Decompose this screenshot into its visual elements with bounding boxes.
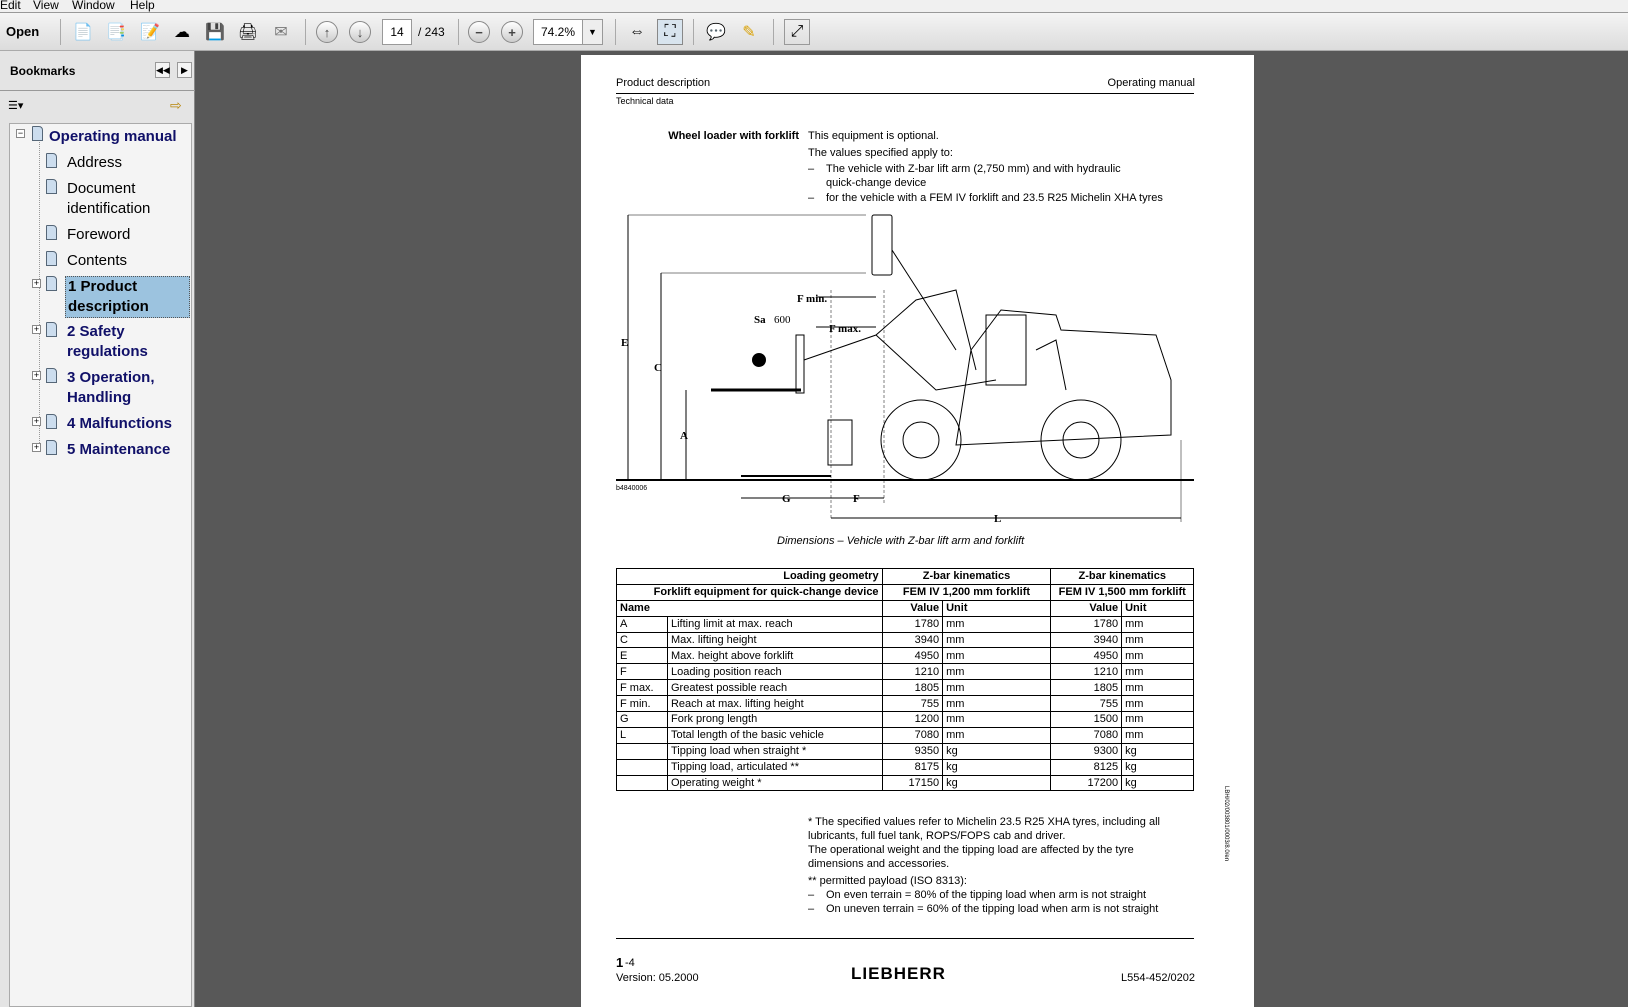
table-cell: 7080 [1051,727,1122,743]
header-cell: FEM IV 1,200 mm forklift [882,584,1051,600]
table-cell: F [617,664,668,680]
table-header-row [617,569,1194,585]
table-row [617,775,1194,791]
table-cell: 9300 [1051,743,1122,759]
center-of-gravity-icon [752,353,766,367]
page-total: / 243 [418,25,445,39]
side-code: LBH/02/003801/0003/8.0/en [1223,786,1229,862]
table-cell: 1210 [1051,664,1122,680]
label-f: F [853,493,860,505]
table-cell: A [617,616,668,632]
table-cell: mm [1122,664,1194,680]
label-a: A [680,430,688,442]
table-cell: 1200 [882,712,943,728]
liebherr-logo: LIEBHERR [851,964,946,983]
table-cell: 17150 [882,775,943,791]
table-cell: 1805 [882,680,943,696]
table-cell: C [617,632,668,648]
table-cell: 4950 [882,648,943,664]
expand-icon[interactable]: + [33,324,40,334]
label-fmax: F max. [829,323,861,335]
table-row [617,664,1194,680]
table-cell: mm [943,632,1051,648]
open-button[interactable]: Open [6,24,40,39]
figure-caption: Dimensions – Vehicle with Z-bar lift arm and forklift [777,535,1025,547]
table-cell: mm [1122,616,1194,632]
footer-version: Version: 05.2000 [616,972,699,984]
bookmark-address[interactable]: Address [67,154,123,171]
bookmark-operating-manual[interactable]: Operating manual [49,128,177,145]
intro-text: This equipment is optional. [808,130,939,142]
arrow-down-icon: ↓ [349,21,371,43]
footnote-line: On even terrain = 80% of the tipping load when arm is not straight [826,889,1147,901]
table-cell: mm [943,664,1051,680]
bullet-text: quick-change device [826,177,927,189]
table-cell: kg [1122,743,1194,759]
menu-view[interactable]: View [33,0,59,12]
combine-files-icon[interactable]: 📑 [106,24,126,41]
table-cell: Lifting limit at max. reach [667,616,882,632]
bullet-text: The vehicle with Z-bar lift arm (2,750 mm) and with hydraulic [826,163,1121,175]
table-cell: 8125 [1051,759,1122,775]
table-row [617,648,1194,664]
footnote-line: ** permitted payload (ISO 8313): [808,875,967,887]
table-cell: 9350 [882,743,943,759]
zoom-dropdown[interactable]: ▼ [582,19,603,45]
menu-bar [0,0,1628,13]
expand-icon[interactable]: + [33,278,40,288]
table-cell: L [617,727,668,743]
section-title: Wheel loader with forklift [668,130,799,142]
panel-menu-button[interactable]: ▶ [177,62,192,78]
table-cell: 1780 [882,616,943,632]
table-cell: 4950 [1051,648,1122,664]
table-cell: 7080 [882,727,943,743]
table-cell: 755 [1051,696,1122,712]
table-cell: kg [943,775,1051,791]
bookmark-icon [46,414,57,429]
table-cell: 8175 [882,759,943,775]
table-cell: 1805 [1051,680,1122,696]
bookmark-icon [46,368,57,383]
bookmark-contents[interactable]: Contents [67,252,128,269]
label-l: L [994,513,1002,525]
table-cell: G [617,712,668,728]
bullet-dash: – [808,903,815,915]
bookmark-icon [46,251,57,266]
table-cell: mm [1122,632,1194,648]
comment-icon[interactable]: 💬 [706,24,726,41]
footer-code: L554-452/0202 [1120,972,1195,984]
zoom-input[interactable]: 74.2% [533,19,603,45]
intro-text: The values specified apply to: [808,147,953,159]
expand-icon[interactable]: ⤢ [784,19,810,45]
bullet-dash: – [808,163,815,175]
table-cell: 1780 [1051,616,1122,632]
footnote-line: On uneven terrain = 60% of the tipping load when arm is not straight [826,903,1159,915]
table-cell: 755 [882,696,943,712]
header-cell: Value [1051,600,1122,616]
table-cell: mm [943,648,1051,664]
footnote-line: dimensions and accessories. [808,858,950,870]
header-cell: FEM IV 1,500 mm forklift [1051,584,1194,600]
label-sa: Sa [754,314,766,326]
table-cell: kg [1122,775,1194,791]
table-row [617,696,1194,712]
label-g: G [782,493,791,505]
table-cell: 17200 [1051,775,1122,791]
table-cell: 3940 [882,632,943,648]
loader-dimension-diagram [616,210,1194,528]
table-cell: mm [943,712,1051,728]
table-cell [617,775,668,791]
table-cell: Tipping load, articulated ** [667,759,882,775]
table-cell: Max. lifting height [667,632,882,648]
table-cell: F max. [617,680,668,696]
table-cell: Max. height above forklift [667,648,882,664]
header-cell: Unit [1122,600,1194,616]
table-cell [617,743,668,759]
bookmark-malfunctions[interactable]: 4 Malfunctions [67,415,173,432]
table-row [617,680,1194,696]
table-cell: mm [1122,680,1194,696]
footer-page-sub: -4 [625,957,635,969]
bookmark-icon [46,179,57,194]
table-cell: E [617,648,668,664]
bookmark-tree [9,123,192,1007]
subheader: Technical data [616,96,674,106]
options-menu-icon[interactable]: ☰▾ [8,100,24,112]
header-cell: Forklift equipment for quick-change device [617,584,883,600]
table-row [617,727,1194,743]
bookmark-product-description[interactable]: 1 Product description [65,276,190,318]
header-right: Operating manual [1107,77,1195,89]
table-cell: mm [1122,648,1194,664]
header-cell: Unit [943,600,1051,616]
highlight-icon[interactable]: ✎ [742,24,756,41]
table-cell: kg [943,743,1051,759]
table-cell: Fork prong length [667,712,882,728]
bullet-dash: – [808,192,815,204]
bookmark-icon [46,276,57,291]
toolbar [0,13,1628,51]
table-row [617,759,1194,775]
label-fmin: F min. [797,293,828,305]
header-cell: Z-bar kinematics [1051,569,1194,585]
table-cell: Operating weight * [667,775,882,791]
bookmark-icon [46,153,57,168]
header-left: Product description [616,77,711,89]
upload-cloud-icon[interactable]: ☁ [174,24,190,41]
table-cell: Tipping load when straight * [667,743,882,759]
table-row [617,632,1194,648]
table-row [617,712,1194,728]
table-cell: mm [943,696,1051,712]
bookmarks-panel [0,51,195,1007]
table-row [617,743,1194,759]
footer-page: 1 [616,955,624,970]
bookmark-document-identification[interactable]: Document identification [67,180,151,217]
table-cell: mm [943,680,1051,696]
collapse-icon[interactable]: − [17,128,24,138]
zoom-in-button[interactable] [499,19,525,45]
expand-icon[interactable]: + [33,442,40,452]
header-cell: Value [882,600,943,616]
label-e: E [621,337,629,349]
bookmark-icon [46,225,57,240]
edit-document-icon[interactable]: 📝 [140,24,160,41]
footnote-line: lubricants, full fuel tank, ROPS/FOPS cab and driver. [808,830,1066,842]
minus-icon: − [468,21,490,43]
arrow-up-icon: ↑ [316,21,338,43]
table-header-row [617,584,1194,600]
menu-help[interactable]: Help [130,0,155,12]
table-cell: Total length of the basic vehicle [667,727,882,743]
table-cell: mm [1122,727,1194,743]
bullet-text: for the vehicle with a FEM IV forklift and 23.5 R25 Michelin XHA tyres [826,192,1163,204]
figure-id: b4840006 [616,485,648,492]
zoom-out-button[interactable] [466,19,492,45]
table-header-row [617,600,1194,616]
create-pdf-icon[interactable]: 📄 [73,24,93,41]
header-cell: Z-bar kinematics [882,569,1051,585]
bookmark-operation-handling[interactable]: 3 Operation, Handling [67,369,155,406]
table-cell: kg [1122,759,1194,775]
menu-window[interactable]: Window [72,0,115,12]
footnote-line: The operational weight and the tipping load are affected by the tyre [808,844,1134,856]
bookmark-icon [32,126,43,141]
plus-icon: + [501,21,523,43]
table-cell: mm [1122,696,1194,712]
table-cell: Loading position reach [667,664,882,680]
collapse-panel-button[interactable]: ◀◀ [155,62,170,78]
footnote-line: * The specified values refer to Michelin 23.5 R25 XHA tyres, including all [808,816,1160,828]
bookmark-icon [46,440,57,455]
next-page-button[interactable] [347,19,373,45]
table-cell [617,759,668,775]
table-cell: Reach at max. lifting height [667,696,882,712]
table-cell: kg [943,759,1051,775]
expand-icon[interactable]: + [33,370,40,380]
bullet-dash: – [808,889,815,901]
table-row [617,616,1194,632]
table-cell: 1210 [882,664,943,680]
table-cell: mm [943,727,1051,743]
menu-edit[interactable]: Edit [0,0,21,12]
bookmark-icon [46,322,57,337]
fit-width-icon[interactable]: ⇔ [629,23,645,40]
bookmark-safety-regulations[interactable]: 2 Safety regulations [67,323,148,360]
table-cell: 1500 [1051,712,1122,728]
save-icon[interactable]: 💾 [205,24,225,41]
label-sa-value: 600 [774,314,791,326]
header-cell: Name [617,600,883,616]
expand-icon[interactable]: + [33,416,40,426]
table-cell: F min. [617,696,668,712]
table-cell: mm [1122,712,1194,728]
bookmarks-title: Bookmarks [10,64,76,78]
table-cell: mm [943,616,1051,632]
document-page [581,55,1254,1007]
table-cell: Greatest possible reach [667,680,882,696]
expand-bookmark-icon[interactable]: ⇨ [170,97,182,113]
label-c: C [654,362,662,374]
previous-page-button[interactable] [314,19,340,45]
header-cell: Loading geometry [617,569,883,585]
loading-geometry-table [616,568,1194,791]
print-icon[interactable]: 🖨 [237,24,259,41]
email-icon[interactable]: ✉ [274,24,288,41]
bookmark-foreword[interactable]: Foreword [67,226,131,243]
table-cell: 3940 [1051,632,1122,648]
page-number-input[interactable]: 14 [382,19,412,45]
bookmark-maintenance[interactable]: 5 Maintenance [67,441,171,458]
fit-page-icon[interactable]: ⛶ [657,19,683,45]
